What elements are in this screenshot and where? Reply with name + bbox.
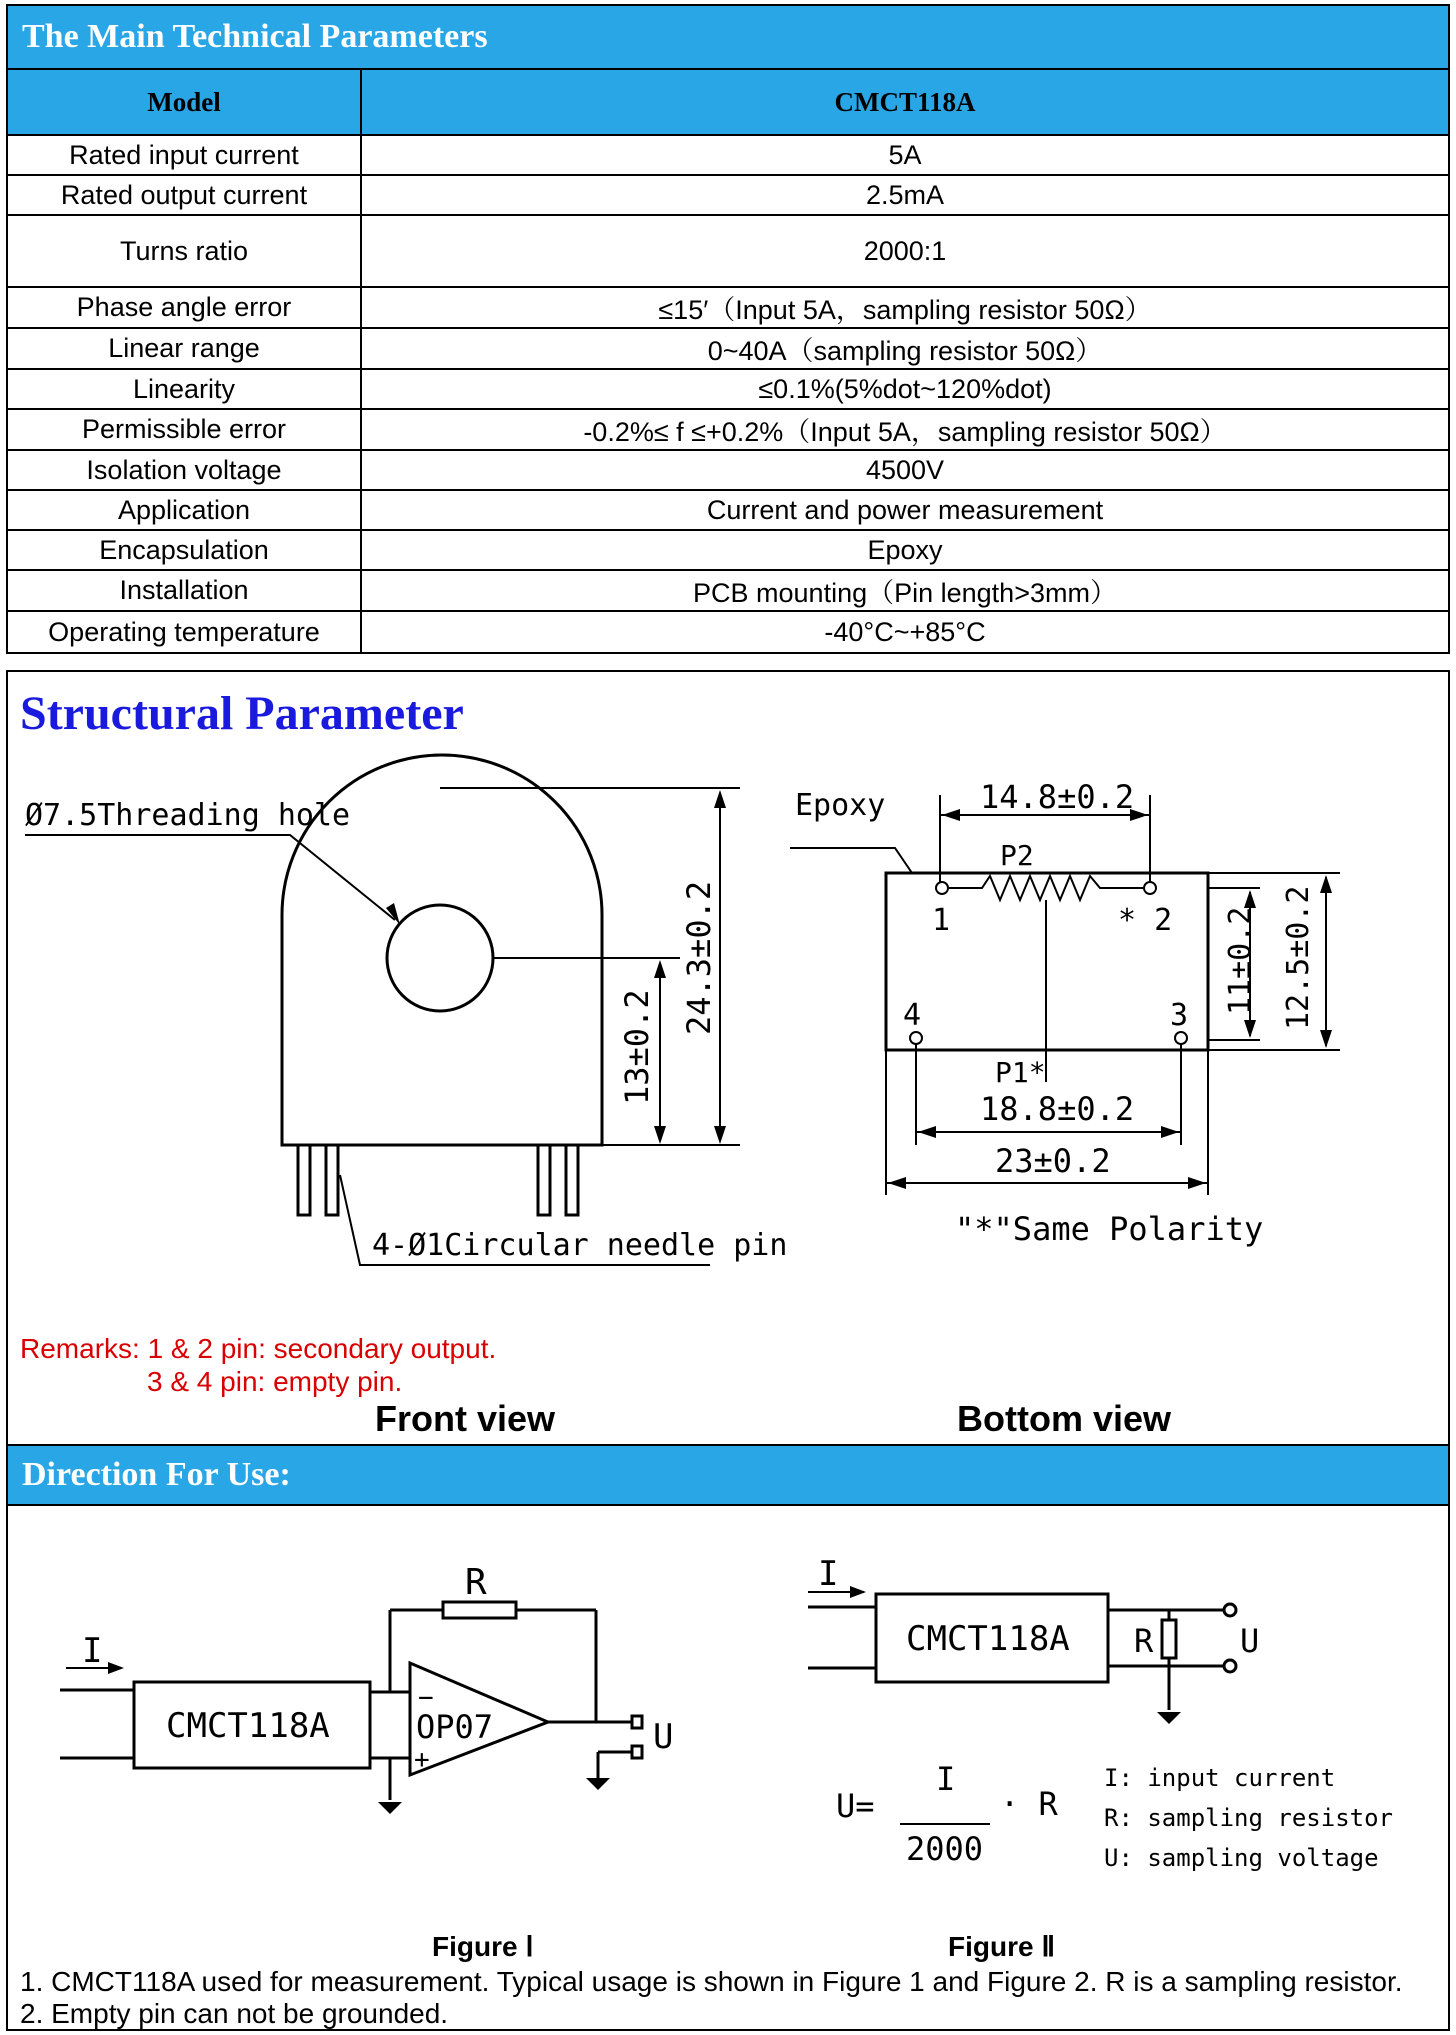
param-label: Application <box>7 490 361 530</box>
dim-bottom-top: 14.8±0.2 <box>980 778 1135 816</box>
dim-front-center: 13±0.2 <box>618 989 656 1105</box>
header-model-label: Model <box>7 69 361 135</box>
formula-lhs: U= <box>836 1787 875 1825</box>
p1-label: P1* <box>995 1056 1046 1089</box>
dim-front-height: 24.3±0.2 <box>680 880 718 1035</box>
epoxy-label: Epoxy <box>795 788 886 823</box>
table-row <box>7 215 1449 287</box>
table-row <box>7 369 1449 409</box>
formula-numerator: I <box>936 1760 956 1798</box>
formula-rhs: · R <box>1000 1785 1058 1823</box>
param-value: PCB mounting（Pin length>3mm） <box>361 570 1449 611</box>
table-row <box>7 287 1449 328</box>
figure-1-caption: Figure Ⅰ <box>432 1931 534 1962</box>
usage-note-1: 1. CMCT118A used for measurement. Typical usage is shown in Figure 1 and Figure 2. R is a sampling resistor. <box>20 1966 1403 1997</box>
bottom-view-drawing <box>770 760 1350 1260</box>
table-row <box>7 530 1449 570</box>
param-value: 0~40A（sampling resistor 50Ω） <box>361 328 1449 369</box>
table-row <box>7 570 1449 611</box>
polarity-label: "*"Same Polarity <box>955 1210 1264 1248</box>
figure-1-circuit <box>40 1540 690 1820</box>
structural-title: Structural Parameter <box>20 687 464 740</box>
fig2-current-label: I <box>818 1554 839 1594</box>
pin2-label: * 2 <box>1118 903 1173 938</box>
params-title: The Main Technical Parameters <box>6 4 1450 70</box>
param-label: Isolation voltage <box>7 450 361 490</box>
remarks-line-1: Remarks: 1 & 2 pin: secondary output. <box>20 1333 497 1364</box>
param-value: ≤0.1%(5%dot~120%dot) <box>361 369 1449 409</box>
legend-resistor: R: sampling resistor <box>1104 1804 1393 1832</box>
header-model-value: CMCT118A <box>361 69 1449 135</box>
svg-text:+: + <box>414 1745 430 1775</box>
param-label: Rated input current <box>7 135 361 175</box>
usage-note-2: 2. Empty pin can not be grounded. <box>20 1998 449 2029</box>
param-value: 2.5mA <box>361 175 1449 215</box>
table-row <box>7 328 1449 369</box>
param-value: -0.2%≤ f ≤+0.2%（Input 5A，sampling resistor 50Ω） <box>361 409 1449 450</box>
table-row <box>7 175 1449 215</box>
pin3-label: 3 <box>1170 998 1189 1033</box>
legend-voltage: U: sampling voltage <box>1104 1844 1379 1872</box>
figure-2-circuit <box>790 1540 1430 1900</box>
fig2-device-label: CMCT118A <box>906 1619 1070 1659</box>
param-value: -40°C~+85°C <box>361 611 1449 653</box>
fig2-resistor-label: R <box>1134 1622 1154 1660</box>
fig1-opamp-label: OP07 <box>416 1708 494 1746</box>
fig1-device-label: CMCT118A <box>166 1706 330 1746</box>
hole-label: Ø7.5Threading hole <box>25 798 351 833</box>
remarks-line-2: 3 & 4 pin: empty pin. <box>147 1366 403 1397</box>
param-value: ≤15′（Input 5A，sampling resistor 50Ω） <box>361 287 1449 328</box>
parameters-table <box>6 68 1450 654</box>
fig1-resistor-label: R <box>465 1562 487 1603</box>
param-value: 4500V <box>361 450 1449 490</box>
param-label: Permissible error <box>7 409 361 450</box>
front-view-caption: Front view <box>375 1398 556 1439</box>
p2-label: P2 <box>1000 839 1034 872</box>
fig1-voltage-label: U <box>653 1717 674 1757</box>
legend-input: I: input current <box>1104 1764 1336 1792</box>
dim-bottom-outer: 12.5±0.2 <box>1281 885 1316 1030</box>
pin1-label: 1 <box>932 903 951 938</box>
dim-bottom-inner: 11±0.2 <box>1223 906 1258 1015</box>
param-label: Linearity <box>7 369 361 409</box>
table-row <box>7 611 1449 653</box>
svg-text:−: − <box>418 1683 434 1713</box>
param-value: 5A <box>361 135 1449 175</box>
direction-title: Direction For Use: <box>6 1444 1450 1506</box>
param-label: Turns ratio <box>7 215 361 287</box>
bottom-view-caption: Bottom view <box>957 1398 1172 1439</box>
table-row <box>7 135 1449 175</box>
param-value: Current and power measurement <box>361 490 1449 530</box>
figure-2-caption: Figure Ⅱ <box>948 1931 1056 1962</box>
param-value: Epoxy <box>361 530 1449 570</box>
pin4-label: 4 <box>903 998 922 1033</box>
param-label: Encapsulation <box>7 530 361 570</box>
formula-denominator: 2000 <box>906 1830 984 1868</box>
param-value: 2000:1 <box>361 215 1449 287</box>
param-label: Phase angle error <box>7 287 361 328</box>
table-row <box>7 490 1449 530</box>
dim-bottom-pin: 18.8±0.2 <box>980 1090 1135 1128</box>
dim-bottom-width: 23±0.2 <box>995 1142 1111 1180</box>
param-label: Operating temperature <box>7 611 361 653</box>
param-label: Rated output current <box>7 175 361 215</box>
pin-label: 4-Ø1Circular needle pin <box>372 1228 788 1263</box>
fig1-current-label: I <box>82 1631 103 1671</box>
table-row <box>7 450 1449 490</box>
front-view-drawing <box>0 760 788 1280</box>
table-header-row <box>7 69 1449 135</box>
param-label: Installation <box>7 570 361 611</box>
table-row <box>7 409 1449 450</box>
fig2-voltage-label: U <box>1240 1622 1260 1660</box>
param-label: Linear range <box>7 328 361 369</box>
